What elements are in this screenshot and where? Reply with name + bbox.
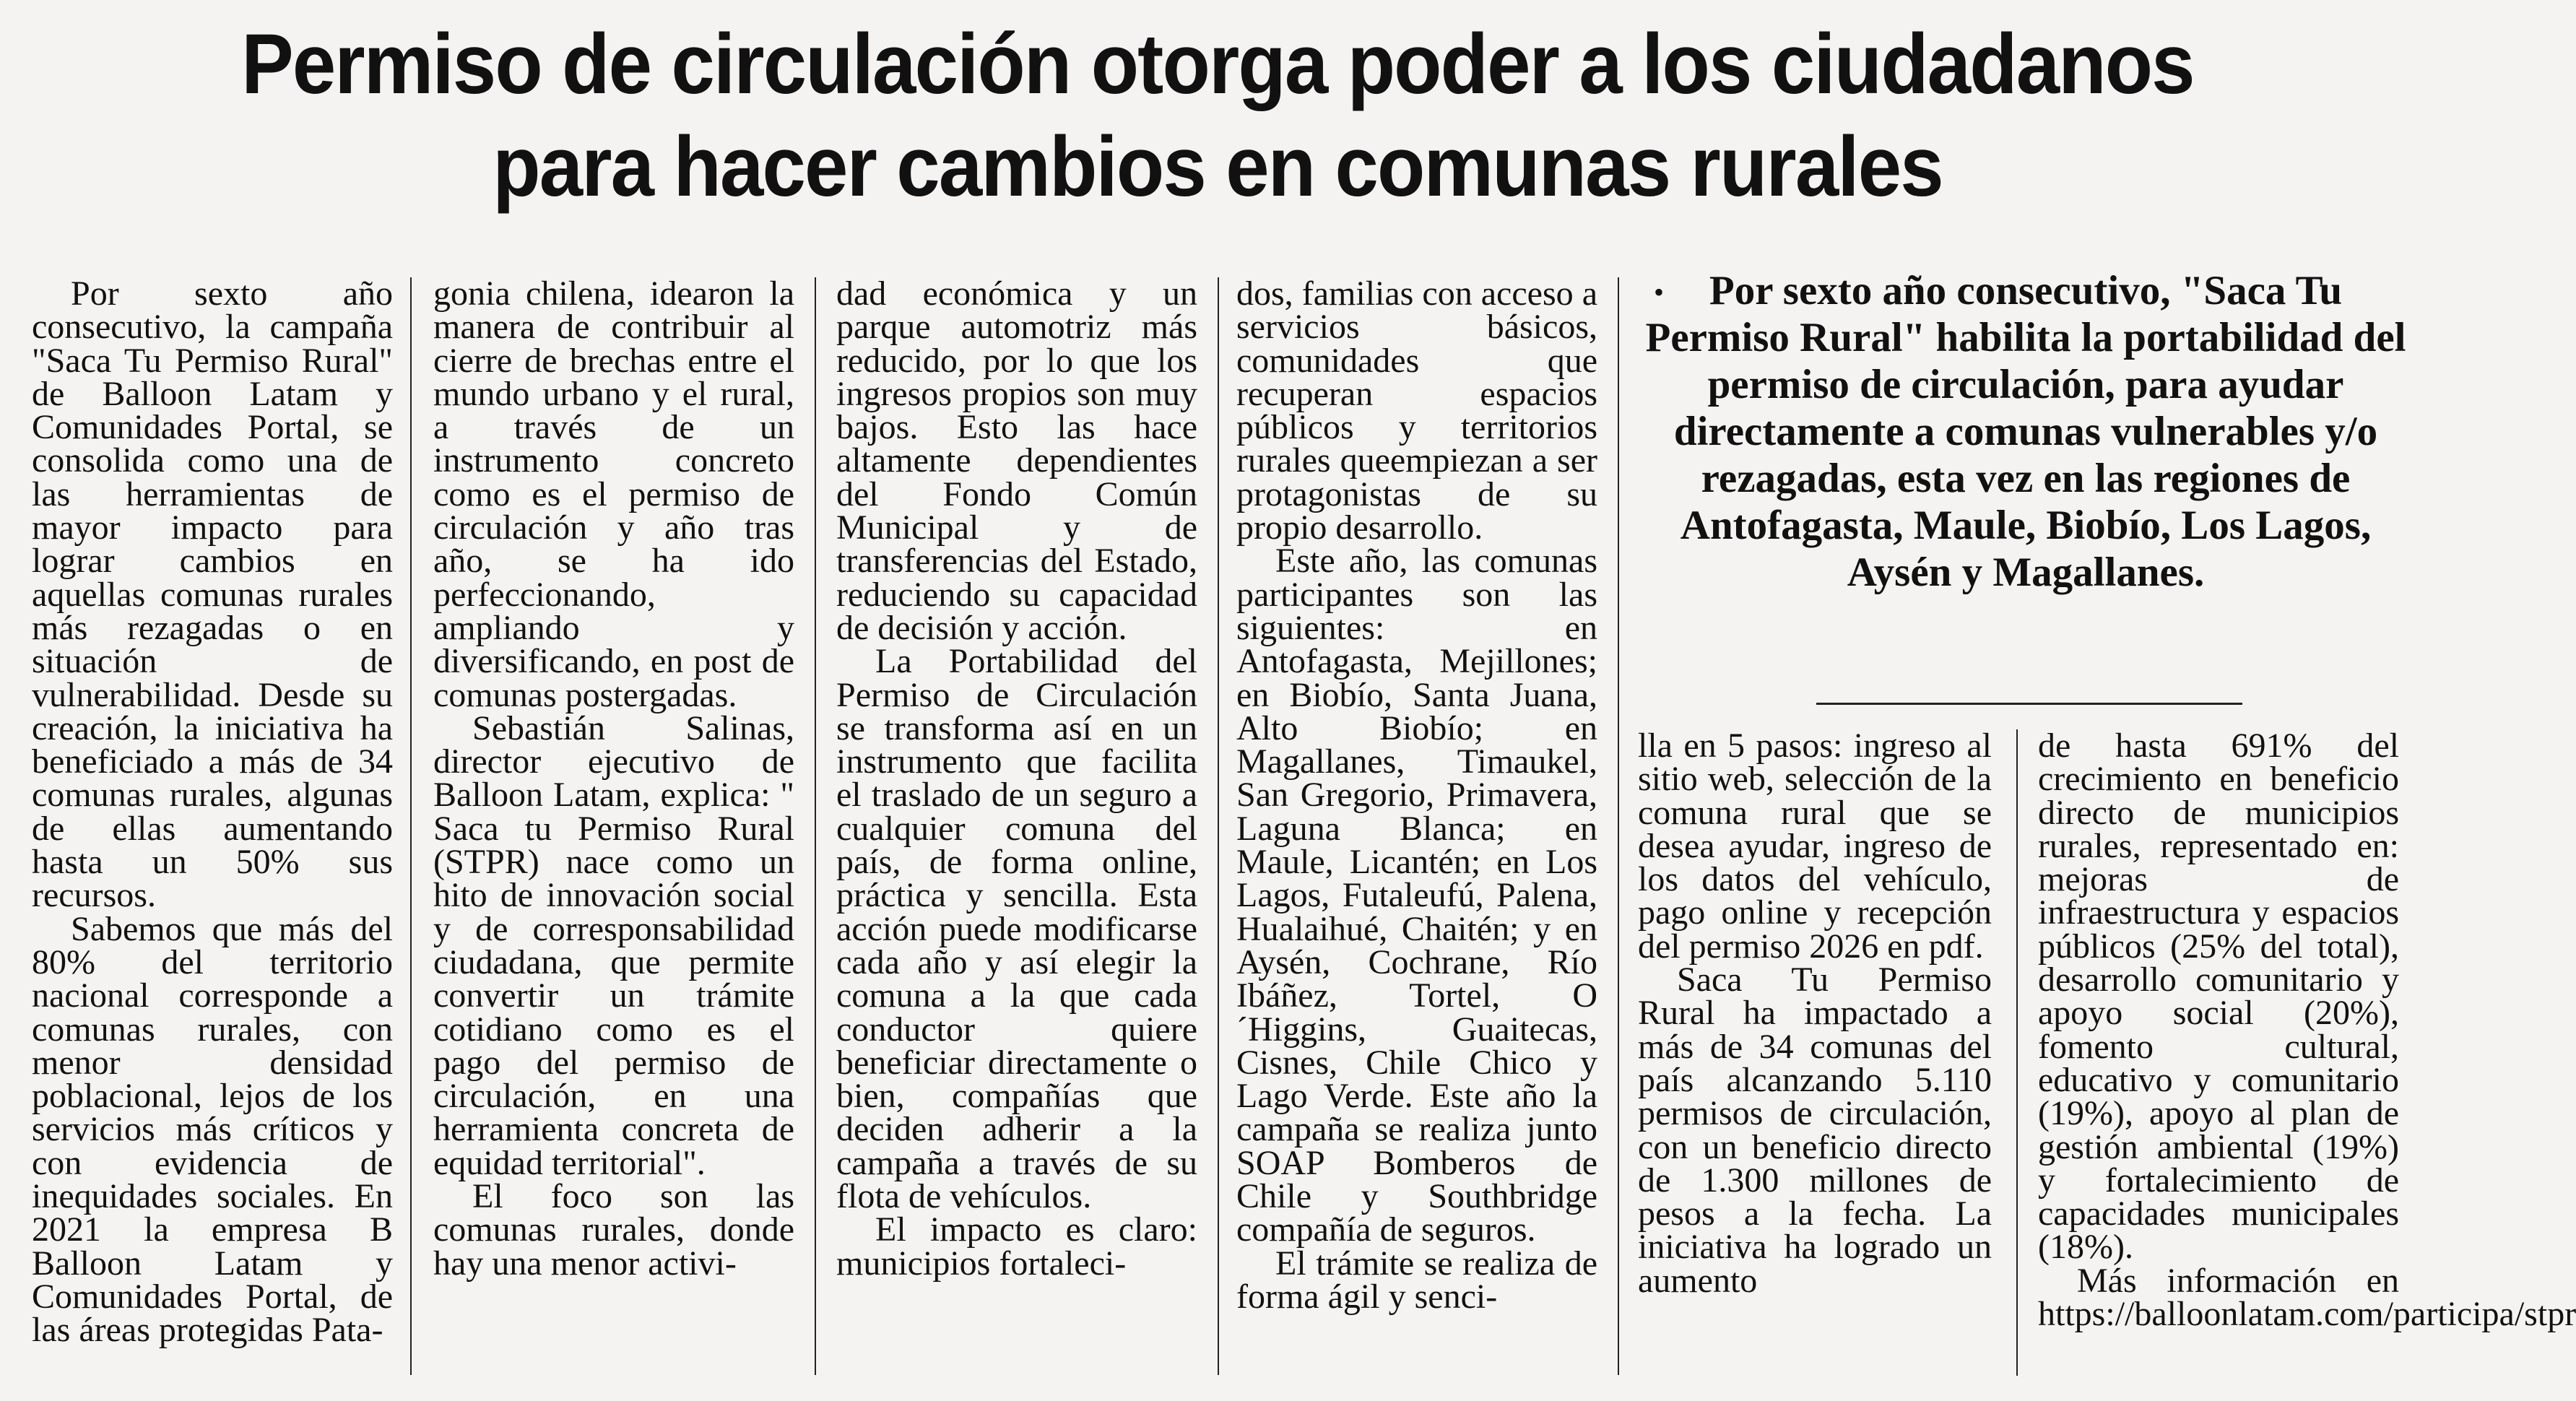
paragraph: gonia chilena, idearon la manera de contribuir al cierre de brechas entre el mundo urbano y el rural, a través de un instrumento concreto como es el permiso de circulación y año tras año, se ha ido perfeccionando, ampliando y diversificando, en post de comunas postergadas. [433, 274, 794, 714]
paragraph: El trámite se realiza de forma ágil y senci- [1236, 1244, 1597, 1316]
column-divider [1618, 277, 1619, 1375]
paragraph: Por sexto año consecutivo, la campaña "Saca Tu Permiso Rural" de Balloon Latam y Comunidades Portal, se consolida como una de las herramientas de mayor impacto para lograr cambios en aquellas comunas rurales más rezagadas o en situación de vulnerabilidad. Desde su creación, la iniciativa ha beneficiado a más de 34 comunas rurales, algunas de ellas aumentando hasta un 50% sus recursos. [32, 274, 393, 915]
lead-divider [1816, 703, 2242, 705]
article-column-4 [1236, 274, 1597, 1316]
paragraph: lla en 5 pasos: ingreso al sitio web, selección de la comuna rural que se desea ayudar, ingreso de los datos del vehículo, pago online y recepción del permiso 2026 en pdf. [1638, 726, 1992, 966]
paragraph: El foco son las comunas rurales, donde hay una menor activi- [433, 1177, 794, 1283]
paragraph: El impacto es claro: municipios fortaleci- [836, 1210, 1197, 1283]
paragraph: dad económica y un parque automotriz más reducido, por lo que los ingresos propios son muy bajos. Esto las hace altamente dependientes del Fondo Común Municipal y de transferencias del Estado, reduciendo su capacidad de decisión y acción. [836, 274, 1197, 647]
headline-line-1: Permiso de circulación otorga poder a los ciudadanos [241, 17, 2194, 112]
article-column-2 [433, 274, 794, 1283]
article-column-6 [2038, 726, 2576, 1334]
lead-summary: Por sexto año consecutivo, "Saca Tu Permiso Rural" habilita la portabilidad del permiso de circulación, para ayudar directamente a comunas vulnerables y/o rezagadas, esta vez en las regiones de Antofagasta, Maule, Biobío, Los Lagos, Aysén y Magallanes. [1645, 268, 2406, 595]
column-divider [815, 277, 816, 1375]
column-divider [410, 277, 412, 1375]
article-column-5 [1638, 726, 1992, 1300]
paragraph: Más información en https://balloonlatam.com/participa/stpr [2038, 1261, 2576, 1334]
headline [124, 13, 2312, 218]
paragraph: Este año, las comunas participantes son las siguientes: en Antofagasta, Mejillones; en Biobío, Santa Juana, Alto Biobío; en Magallanes, Timaukel, San Gregorio, Primavera, Laguna Blanca; en Maule, Licantén; en Los Lagos, Futaleufú, Palena, Hualaihué, Chaitén; y en Aysén, Cochrane, Río Ibáñez, Tortel, O´Higgins, Guaitecas, Cisnes, Chile Chico y Lago Verde. Este año la campaña se realiza junto SOAP Bomberos de Chile y Southbridge compañía de seguros. [1236, 542, 1597, 1249]
column-divider [2016, 729, 2018, 1376]
paragraph: de hasta 691% del crecimiento en beneficio directo de municipios rurales, representado en: mejoras de infraestructura y espacios públicos (25% del total), desarrollo comunitario y apoyo social (20%), fomento cultural, educativo y comunitario (19%), apoyo al plan de gestión ambiental (19%) y fortalecimiento de capacidades municipales (18%). [2038, 726, 2399, 1267]
headline-line-2: para hacer cambios en comunas rurales [493, 119, 1943, 214]
lead-bullet: • [1654, 276, 1665, 308]
paragraph: La Portabilidad del Permiso de Circulación se transforma así en un instrumento que facilita el traslado de un seguro a cualquier comuna del país, de forma online, práctica y sencilla. Esta acción puede modificarse cada año y así elegir la comuna a la que cada conductor quiere beneficiar directamente o bien, compañías que deciden adherir a la campaña a través de su flota de vehículos. [836, 642, 1197, 1216]
article-column-1 [32, 274, 393, 1350]
column-divider [1218, 277, 1219, 1375]
paragraph: Saca Tu Permiso Rural ha impactado a más de 34 comunas del país alcanzando 5.110 permisos de circulación, con un beneficio directo de 1.300 millones de pesos a la fecha. La iniciativa ha logrado un aumento [1638, 960, 1992, 1300]
paragraph: dos, familias con acceso a servicios básicos, comunidades que recuperan espacios públicos y territorios rurales queempiezan a ser protagonistas de su propio desarrollo. [1236, 274, 1597, 547]
paragraph: Sebastián Salinas, director ejecutivo de Balloon Latam, explica: " Saca tu Permiso Rural (STPR) nace como un hito de innovación social y de corresponsabilidad ciudadana, que permite convertir un trámite cotidiano como es el pago del permiso de circulación, en una herramienta concreta de equidad territorial". [433, 708, 794, 1182]
article-column-3 [836, 274, 1197, 1283]
paragraph: Sabemos que más del 80% del territorio nacional corresponde a comunas rurales, con menor densidad poblacional, lejos de los servicios más críticos y con evidencia de inequidades sociales. En 2021 la empresa B Balloon Latam y Comunidades Portal, de las áreas protegidas Pata- [32, 909, 393, 1350]
